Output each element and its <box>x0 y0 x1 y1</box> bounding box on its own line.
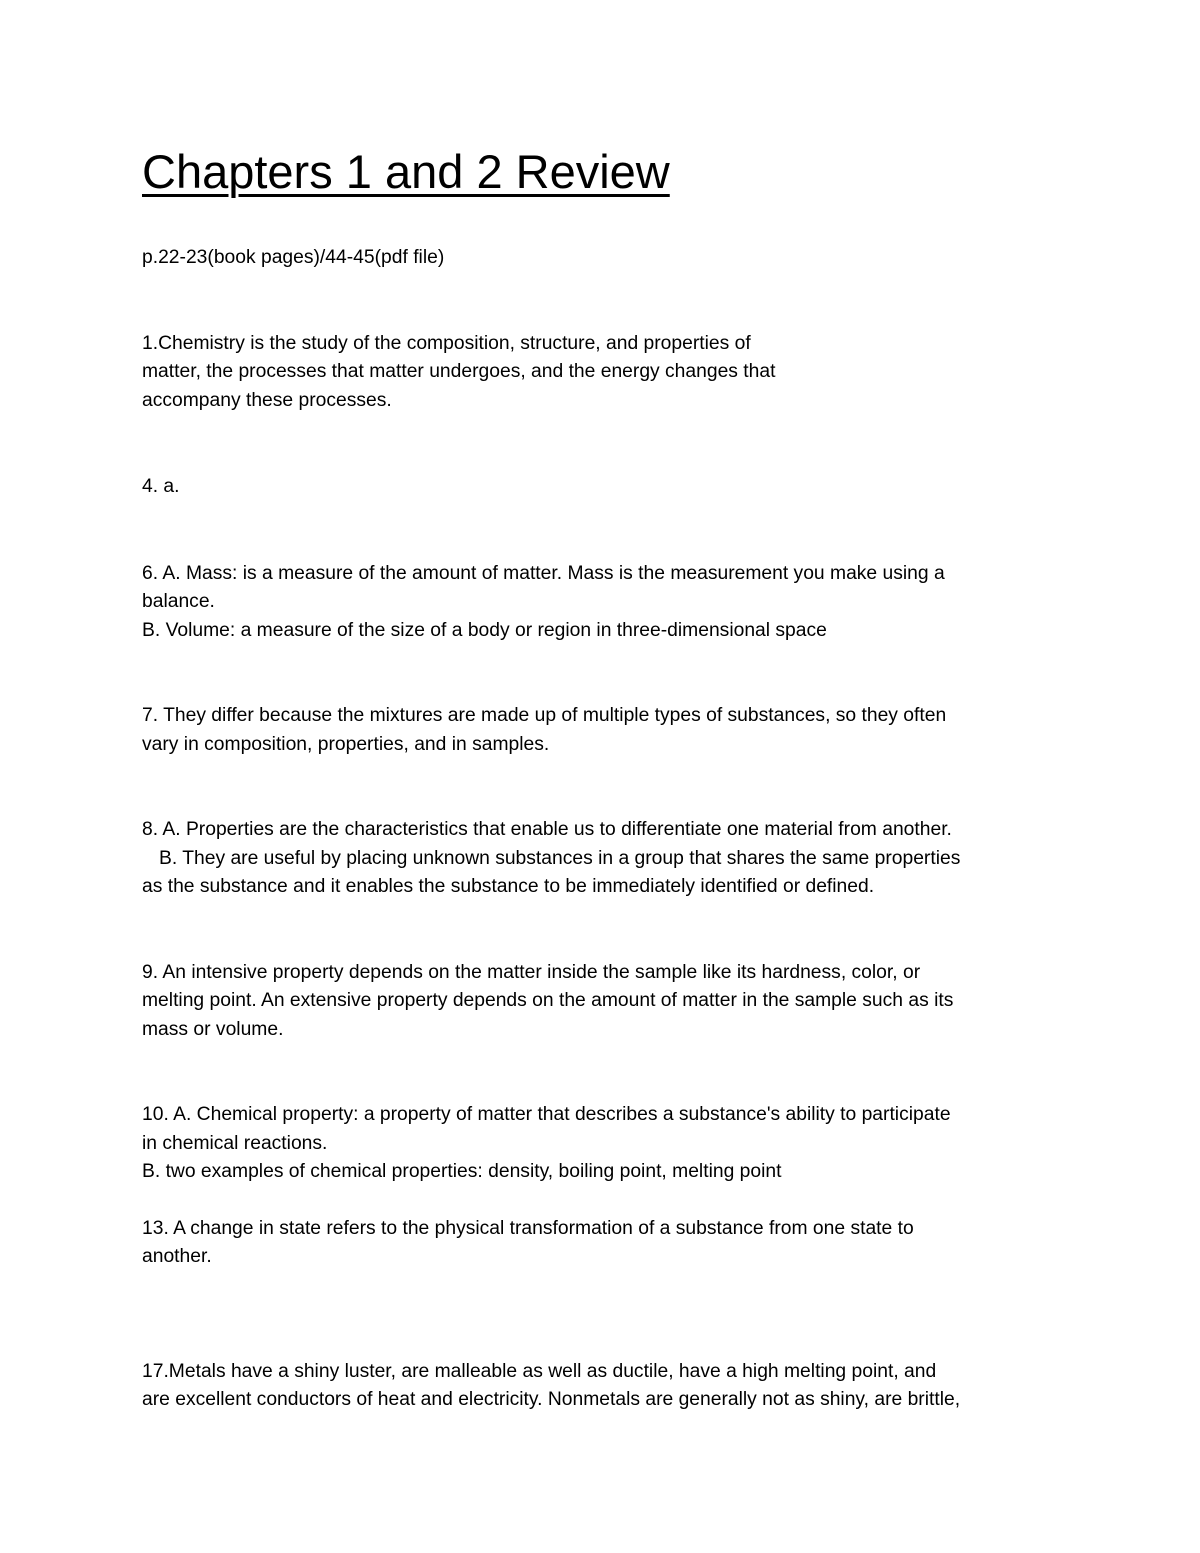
answer-line: 6. A. Mass: is a measure of the amount of matter. Mass is the measurement you make using a <box>142 562 945 584</box>
answer-line: 9. An intensive property depends on the matter inside the sample like its hardness, color, or <box>142 961 921 983</box>
answer-line: balance. <box>142 591 215 612</box>
answer-13 <box>142 1215 1077 1272</box>
answer-line: vary in composition, properties, and in samples. <box>142 733 550 755</box>
answer-line: in chemical reactions. <box>142 1132 328 1154</box>
answer-4 <box>142 473 1077 502</box>
answer-8 <box>142 816 1077 902</box>
document-page <box>142 140 1077 1415</box>
answer-10 <box>142 1101 1077 1187</box>
answer-17 <box>142 1358 1077 1415</box>
answer-line: 17.Metals have a shiny luster, are malleable as well as ductile, have a high melting point, and <box>142 1360 937 1382</box>
answer-line: 1.Chemistry is the study of the composition, structure, and properties of <box>142 332 751 354</box>
answer-line: 7. They differ because the mixtures are made up of multiple types of substances, so they often <box>142 705 947 726</box>
answer-line: 8. A. Properties are the characteristics that enable us to differentiate one material from another. <box>142 819 952 840</box>
answer-line: matter, the processes that matter undergoes, and the energy changes that <box>142 361 776 382</box>
pages-reference: p.22-23(book pages)/44-45(pdf file) <box>142 247 445 268</box>
answer-6 <box>142 560 1077 646</box>
page-title: Chapters 1 and 2 Review <box>142 145 670 198</box>
answer-line: are excellent conductors of heat and electricity. Nonmetals are generally not as shiny, are brittle, <box>142 1389 961 1410</box>
answer-line: mass or volume. <box>142 1018 284 1040</box>
answer-9 <box>142 959 1077 1045</box>
answer-line: another. <box>142 1246 212 1267</box>
answer-line: B. two examples of chemical properties: density, boiling point, melting point <box>142 1161 782 1182</box>
answer-line: B. Volume: a measure of the size of a body or region in three-dimensional space <box>142 619 827 641</box>
answer-line: accompany these processes. <box>142 389 392 411</box>
answer-line: 4. a. <box>142 476 180 497</box>
answer-line: melting point. An extensive property depends on the amount of matter in the sample such as its <box>142 990 954 1011</box>
answer-line: B. They are useful by placing unknown substances in a group that shares the same properties <box>159 847 961 869</box>
answer-7 <box>142 702 1077 759</box>
answer-1 <box>142 330 1077 416</box>
answer-line: as the substance and it enables the substance to be immediately identified or defined. <box>142 876 875 897</box>
answer-line: 13. A change in state refers to the physical transformation of a substance from one state to <box>142 1217 914 1239</box>
answer-line: 10. A. Chemical property: a property of matter that describes a substance's ability to participate <box>142 1104 951 1125</box>
